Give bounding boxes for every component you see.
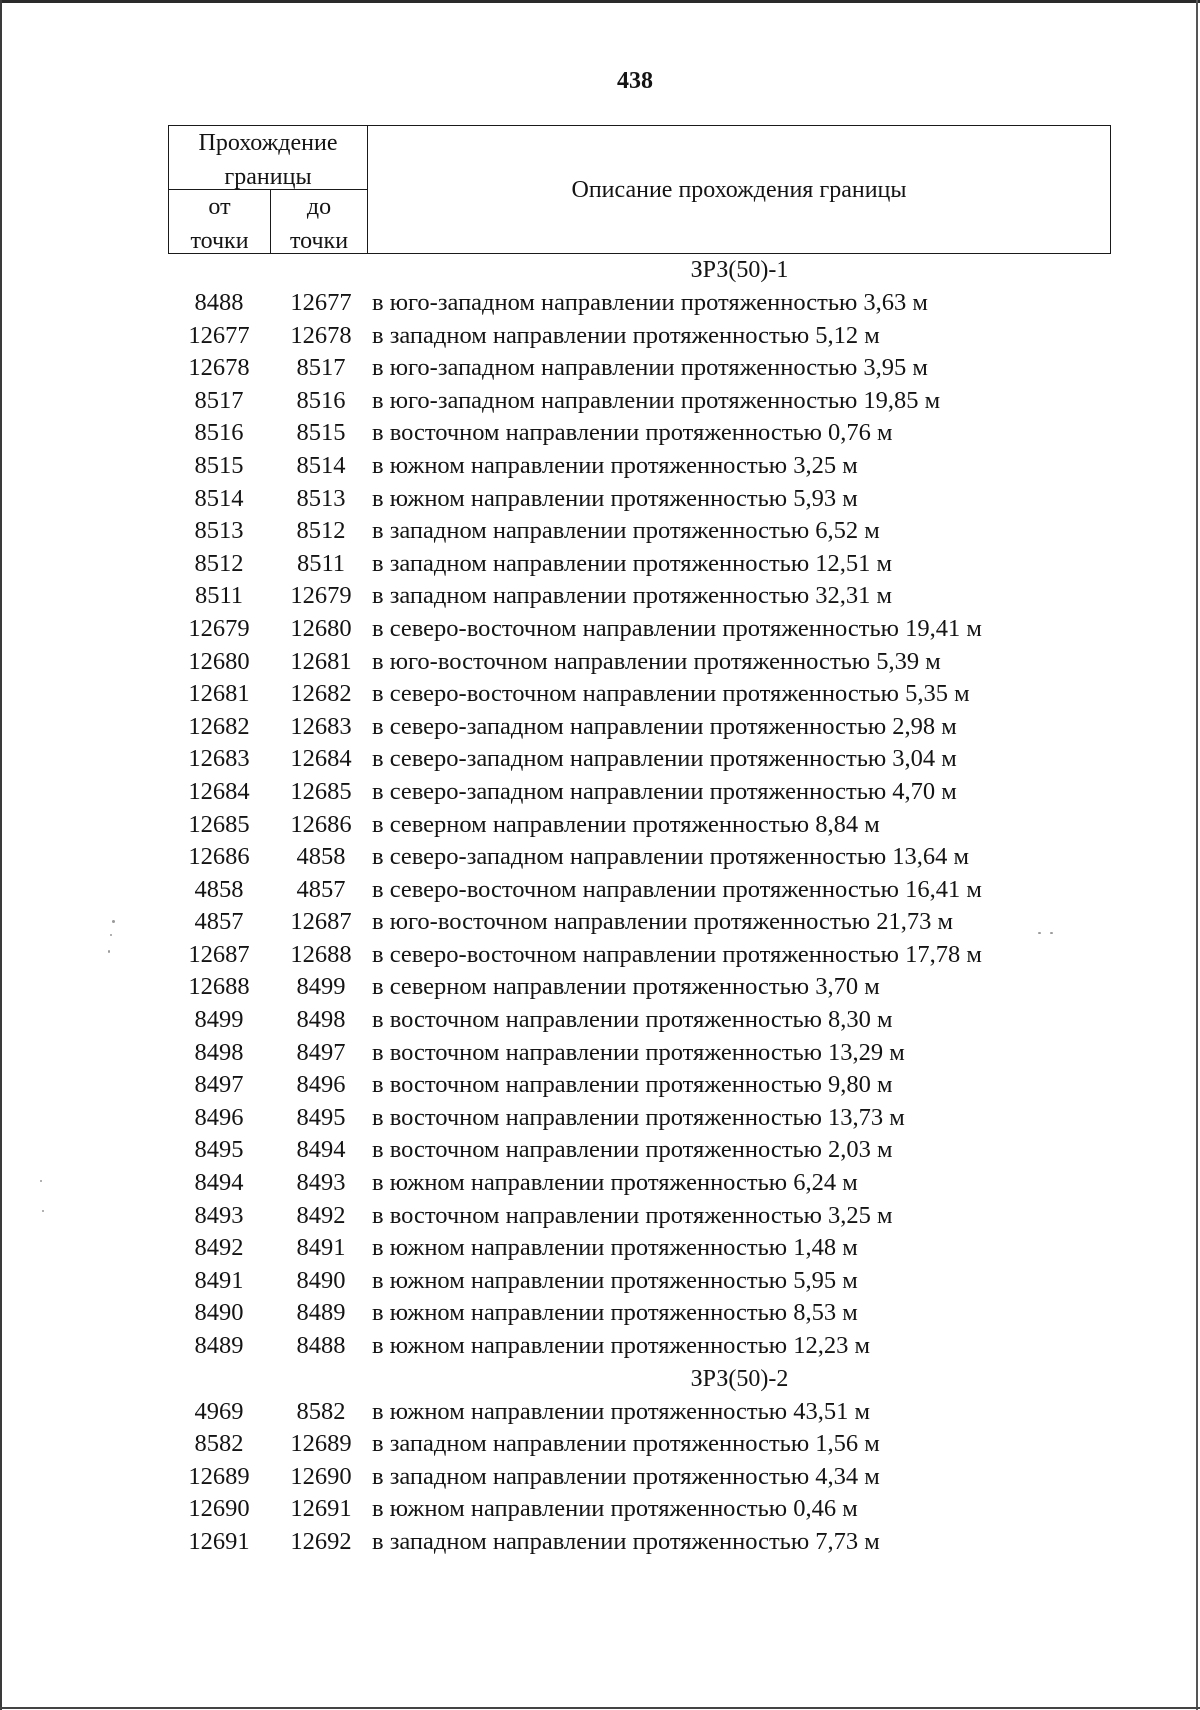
table-row xyxy=(168,352,1111,385)
description-cell: в западном направлении протяженностью 1,56 м xyxy=(372,1430,880,1458)
description-cell: в южном направлении протяженностью 5,93 м xyxy=(372,484,858,512)
from-point-cell: 8498 xyxy=(194,1038,244,1066)
description-cell: в северо-западном направлении протяженностью 2,98 м xyxy=(372,712,957,740)
from-point-cell: 8494 xyxy=(194,1169,244,1197)
to-point-cell: 12679 xyxy=(290,582,352,610)
table-row xyxy=(168,1037,1111,1070)
to-point-cell: 8517 xyxy=(296,354,346,382)
description-cell: в западном направлении протяженностью 12,51 м xyxy=(372,549,893,577)
to-point-cell: 8497 xyxy=(296,1038,346,1066)
to-point-cell: 12682 xyxy=(290,680,352,708)
description-cell: в юго-восточном направлении протяженностью 21,73 м xyxy=(372,908,953,936)
table-row xyxy=(168,809,1111,842)
table-row xyxy=(168,1200,1111,1233)
to-point-cell: 8493 xyxy=(296,1169,346,1197)
description-cell: в западном направлении протяженностью 7,73 м xyxy=(372,1527,880,1555)
header-to-line1: до xyxy=(306,194,332,220)
description-cell: в южном направлении протяженностью 43,51 м xyxy=(372,1397,870,1425)
description-cell: в юго-западном направлении протяженностью 3,95 м xyxy=(372,354,928,382)
header-from-line2: точки xyxy=(190,228,249,254)
table-row xyxy=(168,483,1111,516)
from-point-cell: 8515 xyxy=(194,451,244,479)
to-point-cell: 12686 xyxy=(290,810,352,838)
to-point-cell: 8511 xyxy=(296,549,346,577)
description-cell: в северном направлении протяженностью 3,70 м xyxy=(372,973,880,1001)
header-description: Описание прохождения границы xyxy=(571,176,907,203)
from-point-cell: 12683 xyxy=(188,745,250,773)
description-cell: в западном направлении протяженностью 4,34 м xyxy=(372,1462,880,1490)
to-point-cell: 12687 xyxy=(290,908,352,936)
from-point-cell: 12677 xyxy=(188,321,250,349)
from-point-cell: 8513 xyxy=(194,517,244,545)
from-point-cell: 8499 xyxy=(194,1006,244,1034)
to-point-cell: 8489 xyxy=(296,1299,346,1327)
from-point-cell: 12682 xyxy=(188,712,250,740)
table-row xyxy=(168,841,1111,874)
to-point-cell: 12690 xyxy=(290,1462,352,1490)
to-point-cell: 8491 xyxy=(296,1234,346,1262)
from-point-cell: 12681 xyxy=(188,680,250,708)
header-passage-line2: границы xyxy=(224,164,312,190)
scan-border-right xyxy=(1196,0,1198,1710)
description-cell: в северо-западном направлении протяженностью 4,70 м xyxy=(372,777,957,805)
description-cell: в южном направлении протяженностью 1,48 м xyxy=(372,1234,858,1262)
table-row xyxy=(168,613,1111,646)
header-description-cell xyxy=(368,126,1110,253)
from-point-cell: 8497 xyxy=(194,1071,244,1099)
description-cell: в южном направлении протяженностью 6,24 м xyxy=(372,1169,858,1197)
table-row xyxy=(168,646,1111,679)
from-point-cell: 12690 xyxy=(188,1495,250,1523)
header-passage-cell xyxy=(169,126,368,190)
scan-border-bottom xyxy=(0,1707,1200,1709)
table-row xyxy=(168,1526,1111,1559)
to-point-cell: 8496 xyxy=(296,1071,346,1099)
scan-speck xyxy=(1050,932,1053,934)
description-cell: в северо-западном направлении протяженностью 13,64 м xyxy=(372,843,970,871)
table-row xyxy=(168,320,1111,353)
table-row xyxy=(168,1265,1111,1298)
from-point-cell: 12679 xyxy=(188,614,250,642)
from-point-cell: 8488 xyxy=(194,289,244,316)
description-cell: в восточном направлении протяженностью 2,03 м xyxy=(372,1136,893,1164)
description-cell: в восточном направлении протяженностью 13,73 м xyxy=(372,1103,905,1131)
description-cell: в западном направлении протяженностью 32,31 м xyxy=(372,582,893,610)
description-cell: в южном направлении протяженностью 12,23 м xyxy=(372,1332,870,1359)
to-point-cell: 12678 xyxy=(290,321,352,349)
to-point-cell: 8494 xyxy=(296,1136,346,1164)
table-row xyxy=(168,287,1111,320)
table-row xyxy=(168,515,1111,548)
table-row xyxy=(168,743,1111,776)
from-point-cell: 4858 xyxy=(194,875,244,903)
header-from-line1: от xyxy=(208,194,231,220)
header-to-line2: точки xyxy=(289,228,349,254)
section-title: ЗРЗ(50)-2 xyxy=(690,1365,789,1392)
description-cell: в юго-западном направлении протяженностью 19,85 м xyxy=(372,386,941,414)
description-cell: в северо-восточном направлении протяженностью 5,35 м xyxy=(372,680,970,708)
from-point-cell: 8491 xyxy=(194,1266,244,1294)
to-point-cell: 12691 xyxy=(290,1495,352,1523)
to-point-cell: 8499 xyxy=(296,973,346,1001)
to-point-cell: 8516 xyxy=(296,386,346,414)
table-row xyxy=(168,1232,1111,1265)
description-cell: в юго-восточном направлении протяженностью 5,39 м xyxy=(372,647,941,675)
from-point-cell: 8514 xyxy=(194,484,244,512)
table-row xyxy=(168,1297,1111,1330)
table-body xyxy=(168,254,1111,1559)
to-point-cell: 8495 xyxy=(296,1103,346,1131)
to-point-cell: 8492 xyxy=(296,1201,346,1229)
from-point-cell: 8582 xyxy=(194,1430,244,1458)
from-point-cell: 8492 xyxy=(194,1234,244,1262)
description-cell: в западном направлении протяженностью 5,12 м xyxy=(372,321,880,349)
header-from-cell xyxy=(169,190,271,254)
scan-border-left xyxy=(0,0,2,1710)
description-cell: в юго-западном направлении протяженностью 3,63 м xyxy=(372,289,928,316)
description-cell: в восточном направлении протяженностью 13,29 м xyxy=(372,1038,905,1066)
from-point-cell: 8512 xyxy=(194,549,244,577)
header-to-cell xyxy=(271,190,368,254)
table-row xyxy=(168,971,1111,1004)
table-row xyxy=(168,580,1111,613)
table-row xyxy=(168,385,1111,418)
from-point-cell: 8511 xyxy=(194,582,244,610)
description-cell: в южном направлении протяженностью 3,25 м xyxy=(372,451,858,479)
table-row xyxy=(168,776,1111,809)
table-row xyxy=(168,939,1111,972)
description-cell: в восточном направлении протяженностью 0,76 м xyxy=(372,419,893,447)
section-title: ЗРЗ(50)-1 xyxy=(690,257,789,283)
from-point-cell: 4969 xyxy=(194,1397,244,1425)
description-cell: в восточном направлении протяженностью 9,80 м xyxy=(372,1071,893,1099)
table-row xyxy=(168,1134,1111,1167)
description-cell: в южном направлении протяженностью 5,95 м xyxy=(372,1266,858,1294)
table-row xyxy=(168,1069,1111,1102)
scan-speck xyxy=(42,1210,44,1212)
page-number-text: 438 xyxy=(617,68,653,94)
scan-speck xyxy=(1038,932,1041,934)
page-number xyxy=(0,68,1200,95)
to-point-cell: 12685 xyxy=(290,777,352,805)
description-cell: в северо-восточном направлении протяженностью 19,41 м xyxy=(372,614,982,642)
description-cell: в южном направлении протяженностью 0,46 м xyxy=(372,1495,858,1523)
from-point-cell: 12686 xyxy=(188,843,250,871)
from-point-cell: 8495 xyxy=(194,1136,244,1164)
from-point-cell: 12688 xyxy=(188,973,250,1001)
scan-speck xyxy=(112,920,115,923)
to-point-cell: 12684 xyxy=(290,745,352,773)
header-passage-line1: Прохождение xyxy=(198,130,338,156)
description-cell: в северо-восточном направлении протяженностью 17,78 м xyxy=(372,940,982,968)
from-point-cell: 8517 xyxy=(194,386,244,414)
table-row xyxy=(168,678,1111,711)
description-cell: в южном направлении протяженностью 8,53 м xyxy=(372,1299,858,1327)
table-header xyxy=(168,125,1111,254)
scan-speck xyxy=(40,1180,42,1182)
scan-speck xyxy=(110,934,112,936)
to-point-cell: 8488 xyxy=(296,1332,346,1359)
table-row xyxy=(168,450,1111,483)
from-point-cell: 12684 xyxy=(188,777,250,805)
table-row xyxy=(168,1461,1111,1494)
table-row xyxy=(168,1396,1111,1429)
to-point-cell: 12681 xyxy=(290,647,352,675)
to-point-cell: 12677 xyxy=(290,289,352,316)
from-point-cell: 8493 xyxy=(194,1201,244,1229)
to-point-cell: 8513 xyxy=(296,484,346,512)
table-row xyxy=(168,1428,1111,1461)
to-point-cell: 8512 xyxy=(296,517,346,545)
to-point-cell: 4858 xyxy=(296,843,346,871)
from-point-cell: 8490 xyxy=(194,1299,244,1327)
from-point-cell: 8489 xyxy=(194,1332,244,1359)
from-point-cell: 12685 xyxy=(188,810,250,838)
description-cell: в северо-восточном направлении протяженностью 16,41 м xyxy=(372,875,982,903)
description-cell: в северо-западном направлении протяженностью 3,04 м xyxy=(372,745,957,773)
description-cell: в восточном направлении протяженностью 3,25 м xyxy=(372,1201,893,1229)
from-point-cell: 4857 xyxy=(194,908,244,936)
to-point-cell: 4857 xyxy=(296,875,346,903)
from-point-cell: 12680 xyxy=(188,647,250,675)
table-row xyxy=(168,417,1111,450)
from-point-cell: 12678 xyxy=(188,354,250,382)
from-point-cell: 8496 xyxy=(194,1103,244,1131)
table-row xyxy=(168,548,1111,581)
scan-border-top xyxy=(0,0,1200,3)
description-cell: в западном направлении протяженностью 6,52 м xyxy=(372,517,880,545)
from-point-cell: 12687 xyxy=(188,940,250,968)
table-row xyxy=(168,1004,1111,1037)
to-point-cell: 8515 xyxy=(296,419,346,447)
table-row xyxy=(168,1493,1111,1526)
to-point-cell: 12688 xyxy=(290,940,352,968)
from-point-cell: 12691 xyxy=(188,1527,250,1555)
table-row xyxy=(168,1167,1111,1200)
from-point-cell: 8516 xyxy=(194,419,244,447)
description-cell: в северном направлении протяженностью 8,84 м xyxy=(372,810,880,838)
table-row xyxy=(168,906,1111,939)
table-row xyxy=(168,1330,1111,1363)
to-point-cell: 12689 xyxy=(290,1430,352,1458)
to-point-cell: 8582 xyxy=(296,1397,346,1425)
to-point-cell: 12692 xyxy=(290,1527,352,1555)
description-cell: в восточном направлении протяженностью 8,30 м xyxy=(372,1006,893,1034)
to-point-cell: 8498 xyxy=(296,1006,346,1034)
scan-speck xyxy=(108,950,110,953)
table-row xyxy=(168,1102,1111,1135)
to-point-cell: 8490 xyxy=(296,1266,346,1294)
table-row xyxy=(168,711,1111,744)
to-point-cell: 12683 xyxy=(290,712,352,740)
to-point-cell: 12680 xyxy=(290,614,352,642)
from-point-cell: 12689 xyxy=(188,1462,250,1490)
table-row xyxy=(168,874,1111,907)
to-point-cell: 8514 xyxy=(296,451,346,479)
